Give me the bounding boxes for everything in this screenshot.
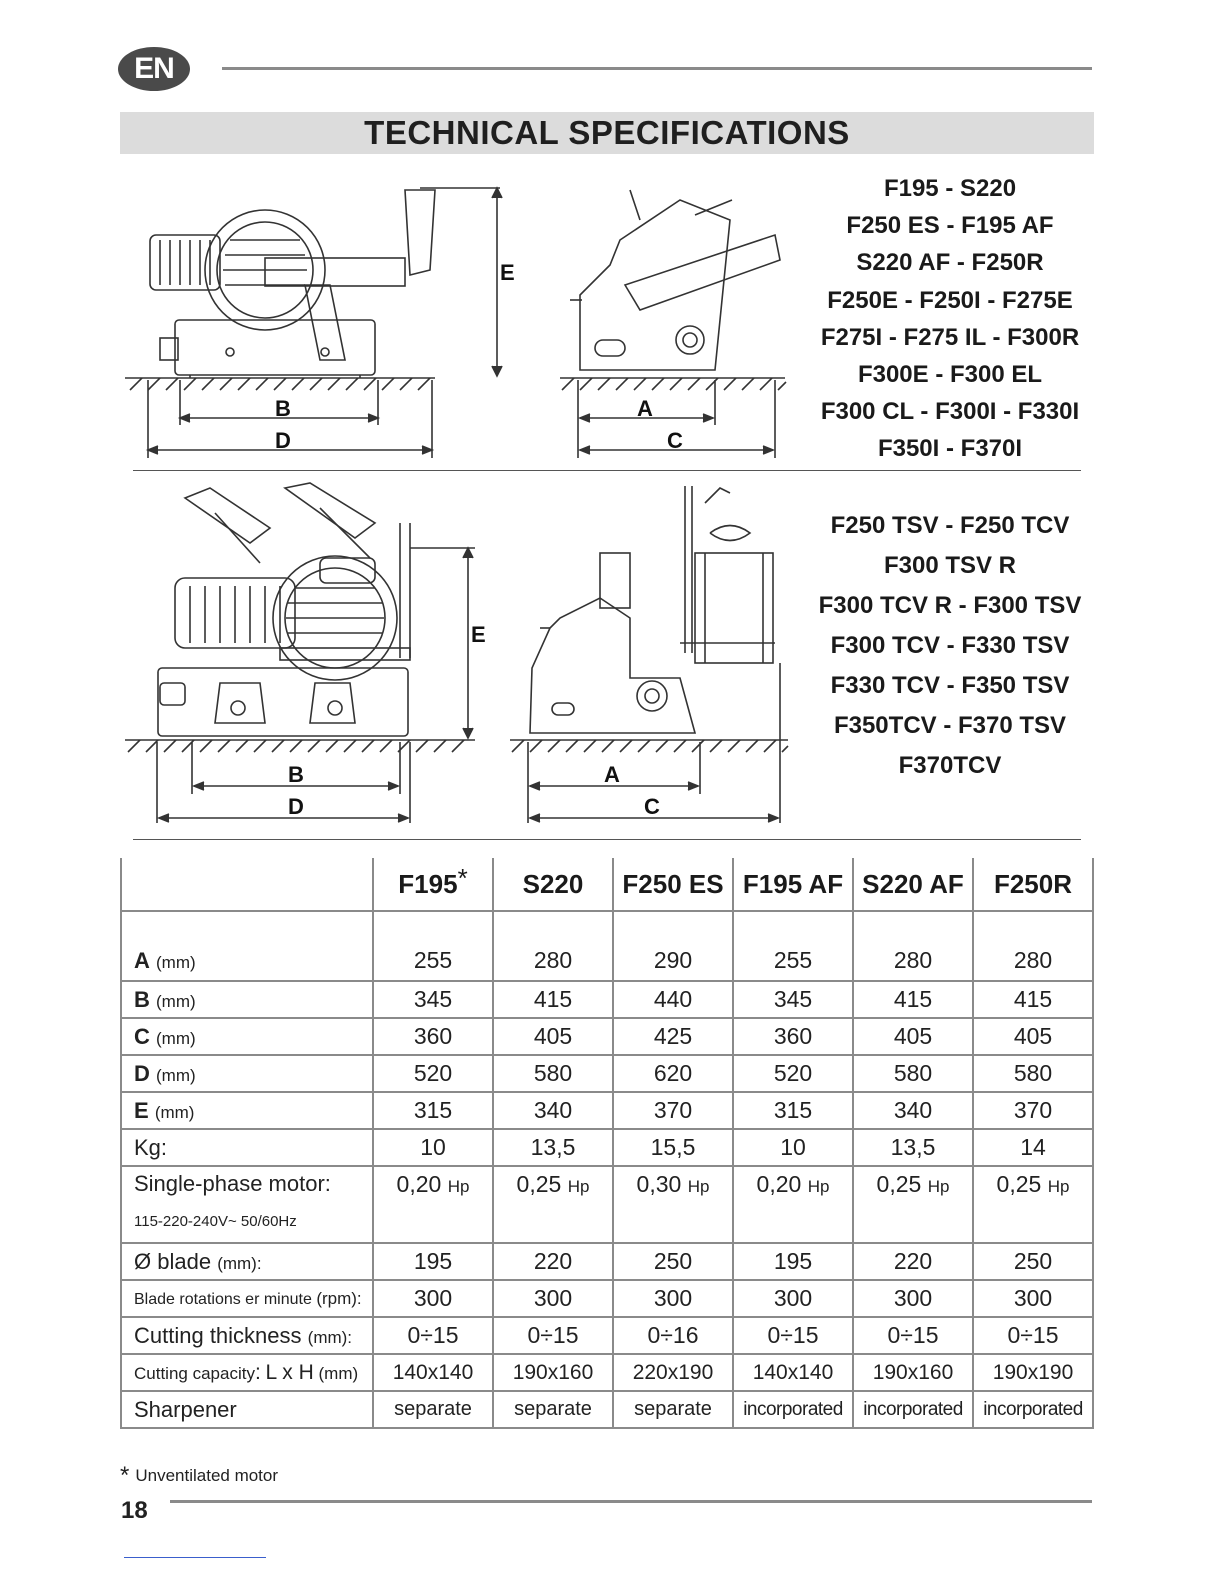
cell: 315 [373,1092,493,1129]
cell: 0,20 Hp [373,1166,493,1243]
dim-label-c: C [644,794,660,819]
cell: 0÷15 [853,1317,973,1354]
model-line: F275I - F275 IL - F300R [820,323,1080,351]
model-line: F250 TSV - F250 TCV [830,512,1070,539]
row-label: Cutting capacity: L x H (mm) [121,1354,373,1391]
model-line: F250 ES - F195 AF [846,212,1054,240]
row-label: Cutting thickness (mm): [121,1317,373,1354]
cell: 15,5 [613,1129,733,1166]
cell: 195 [733,1243,853,1280]
cell: 415 [493,981,613,1018]
cell: 300 [973,1280,1093,1317]
cell: 280 [493,911,613,981]
dim-label-d: D [288,794,304,819]
section-divider [133,839,1081,840]
row-label: Blade rotations er minute (rpm): [121,1280,373,1317]
table-row [121,1354,1093,1391]
model-list-bottom [805,506,1095,786]
model-line: S220 AF - F250R [856,249,1044,277]
cell: 0÷15 [493,1317,613,1354]
row-label: Sharpener [121,1391,373,1428]
footer-rule [170,1500,1092,1503]
table-row [121,1018,1093,1055]
ground-hatch-right [562,378,786,390]
model-line: F330 TCV - F350 TSV [830,672,1070,699]
row-label: E (mm) [121,1092,373,1129]
cell: 220x190 [613,1354,733,1391]
dim-label-c: C [667,428,683,453]
cell: 13,5 [853,1129,973,1166]
dim-label-a: A [637,396,653,421]
column-header: F250R [973,858,1093,911]
model-line: F350I - F370I [877,435,1023,463]
cell: 580 [973,1055,1093,1092]
cell: 14 [973,1129,1093,1166]
cell: 405 [973,1018,1093,1055]
cell: 300 [853,1280,973,1317]
model-line: F370TCV [898,752,1002,779]
cell: 440 [613,981,733,1018]
row-label: Ø blade (mm): [121,1243,373,1280]
table-header-row [121,858,1093,911]
cell: 370 [613,1092,733,1129]
table-row [121,1129,1093,1166]
cell: 0÷15 [973,1317,1093,1354]
table-row [121,1243,1093,1280]
slicer-diagram-top [120,180,800,465]
cell: 370 [973,1092,1093,1129]
cell: 345 [373,981,493,1018]
dim-label-b: B [275,396,291,421]
ground-hatch-left [128,740,464,752]
table-row [121,1317,1093,1354]
cell: 520 [373,1055,493,1092]
model-line: F195 - S220 [883,175,1017,202]
cell: 10 [373,1129,493,1166]
cell: 0,25 Hp [853,1166,973,1243]
cell: 10 [733,1129,853,1166]
cell: 300 [373,1280,493,1317]
cell: 340 [853,1092,973,1129]
row-label: D (mm) [121,1055,373,1092]
cell: 250 [973,1243,1093,1280]
cell: incorporated [973,1391,1093,1428]
row-label: Kg: [121,1129,373,1166]
cell: 415 [973,981,1093,1018]
cell: 220 [493,1243,613,1280]
model-line: F300E - F300 EL [857,361,1043,389]
footnote-text: Unventilated motor [135,1466,279,1485]
cell: 345 [733,981,853,1018]
column-header: S220 [493,858,613,911]
cell: 280 [853,911,973,981]
model-line: F300 TCV R - F300 TSV [818,592,1082,619]
cell: 405 [493,1018,613,1055]
cell: incorporated [733,1391,853,1428]
dim-label-b: B [288,762,304,787]
dim-label-d: D [275,428,291,453]
cell: 140x140 [733,1354,853,1391]
table-row [121,1391,1093,1428]
cell: 190x160 [853,1354,973,1391]
section-divider [133,470,1081,471]
table-row [121,1092,1093,1129]
dim-label-e: E [471,622,486,647]
model-line: F250E - F250I - F275E [827,286,1073,314]
cell: 280 [973,911,1093,981]
link-underline [124,1557,266,1558]
model-list-top [805,170,1095,468]
dim-label-a: A [604,762,620,787]
cell: 580 [493,1055,613,1092]
cell: separate [493,1391,613,1428]
table-row [121,1166,1093,1243]
asterisk-mark: * [120,1462,130,1489]
cell: 13,5 [493,1129,613,1166]
model-line: F300 TSV R [883,552,1017,579]
cell: separate [613,1391,733,1428]
cell: 425 [613,1018,733,1055]
header-empty-cell [121,858,373,911]
row-label: B (mm) [121,981,373,1018]
table-row [121,981,1093,1018]
footnote [120,1462,278,1490]
cell: 250 [613,1243,733,1280]
column-header: F195* [373,858,493,911]
cell: 290 [613,911,733,981]
cell: 195 [373,1243,493,1280]
row-label: Single-phase motor: 115-220-240V~ 50/60Hz [121,1166,373,1243]
row-label: C (mm) [121,1018,373,1055]
spec-table [120,858,1094,1429]
cell: 190x190 [973,1354,1093,1391]
column-header: F250 ES [613,858,733,911]
cell: 620 [613,1055,733,1092]
cell: 315 [733,1092,853,1129]
dim-label-e: E [500,260,515,285]
table-row [121,1280,1093,1317]
cell: 300 [733,1280,853,1317]
page-title: TECHNICAL SPECIFICATIONS [120,112,1094,154]
cell: 405 [853,1018,973,1055]
cell: 300 [613,1280,733,1317]
cell: 190x160 [493,1354,613,1391]
cell: 415 [853,981,973,1018]
cell: 580 [853,1055,973,1092]
header-rule [222,67,1092,70]
cell: 0,30 Hp [613,1166,733,1243]
row-label: A (mm) [121,911,373,981]
column-header: F195 AF [733,858,853,911]
column-header: S220 AF [853,858,973,911]
cell: 140x140 [373,1354,493,1391]
cell: 0,25 Hp [973,1166,1093,1243]
cell: 220 [853,1243,973,1280]
cell: 0,25 Hp [493,1166,613,1243]
model-line: F300 CL - F300I - F330I [820,398,1080,426]
cell: 360 [373,1018,493,1055]
cell: 520 [733,1055,853,1092]
cell: 0,20 Hp [733,1166,853,1243]
cell: incorporated [853,1391,973,1428]
cell: 255 [373,911,493,981]
model-line: F350TCV - F370 TSV [833,712,1067,739]
cell: 0÷16 [613,1317,733,1354]
ground-hatch-left [130,378,430,390]
language-badge: EN [118,47,190,91]
cell: 0÷15 [733,1317,853,1354]
cell: separate [373,1391,493,1428]
cell: 360 [733,1018,853,1055]
page-number: 18 [121,1497,148,1524]
slicer-diagram-bottom [120,478,800,826]
cell: 0÷15 [373,1317,493,1354]
table-row [121,1055,1093,1092]
cell: 255 [733,911,853,981]
cell: 340 [493,1092,613,1129]
table-row [121,911,1093,981]
ground-hatch-right [512,740,788,752]
model-line: F300 TCV - F330 TSV [830,632,1070,659]
cell: 300 [493,1280,613,1317]
